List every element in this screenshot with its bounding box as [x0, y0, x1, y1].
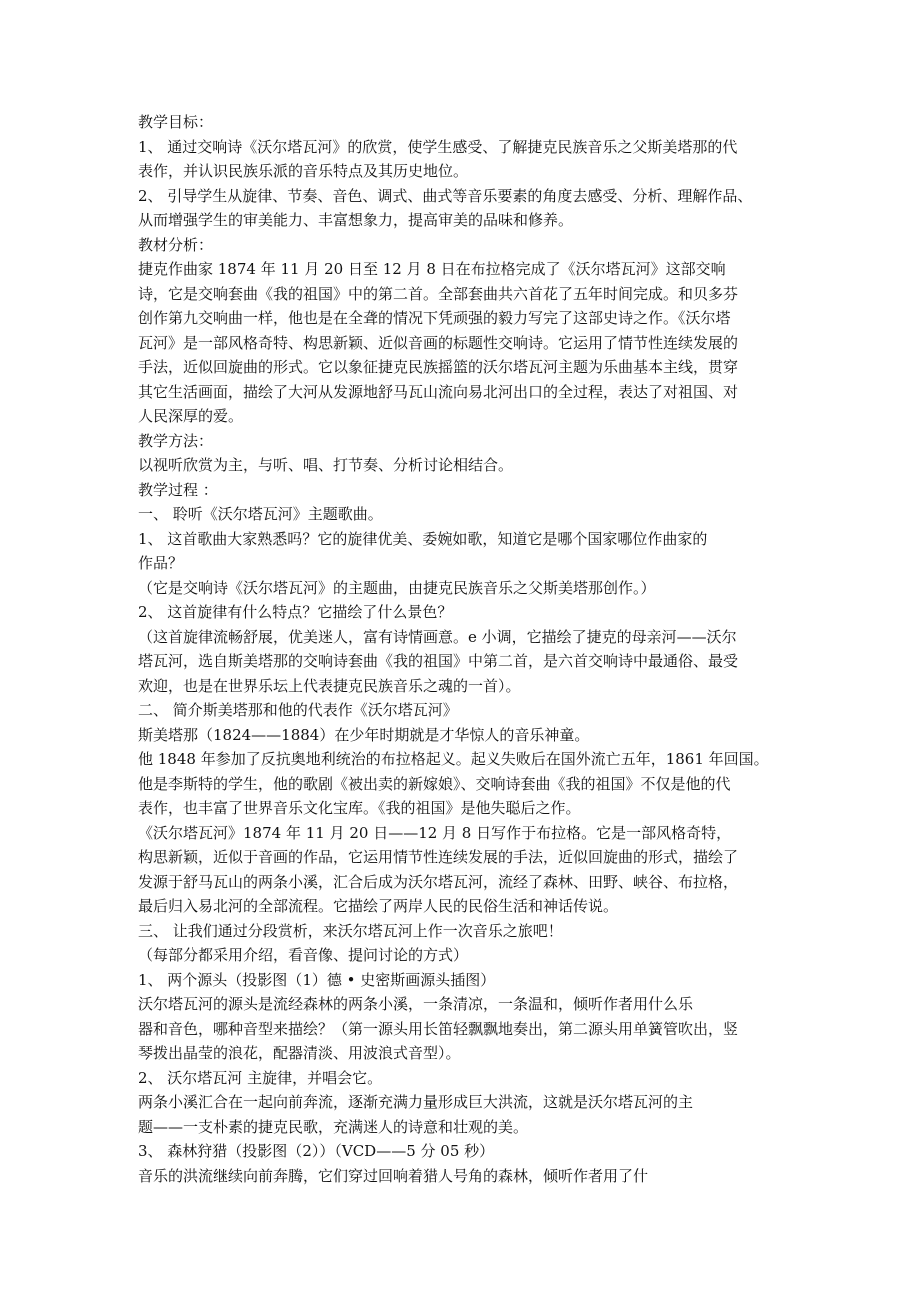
text-line: 3、 森林狩猎（投影图（2））（VCD——5 分 05 秒）: [138, 1142, 495, 1160]
text-line: 欢迎，也是在世界乐坛上代表捷克民族音乐之魂的一首）。: [138, 676, 521, 695]
text-line: 塔瓦河，选自斯美塔那的交响诗套曲《我的祖国》中第二首，是六首交响诗中最通俗、最受: [138, 652, 739, 670]
text-line: 教学过程 ：: [138, 480, 218, 499]
text-line: 教材分析：: [138, 235, 214, 254]
text-line: 沃尔塔瓦河的源头是流经森林的两条小溪，一条清凉，一条温和，倾听作者用什么乐: [138, 995, 694, 1013]
text-line: 瓦河》是一部风格奇特、构思新颖、近似音画的标题性交响诗。它运用了情节性连续发展的: [138, 333, 739, 352]
text-line: 2、 沃尔塔瓦河 主旋律，并唱会它。: [138, 1068, 383, 1087]
text-line: 教学方法：: [138, 431, 214, 450]
text-line: 表作，并认识民族乐派的音乐特点及其历史地位。: [138, 162, 469, 180]
text-line: 2、 这首旋律有什么特点？它描绘了什么景色？: [138, 603, 453, 621]
text-line: 1、 两个源头（投影图（1）德 • 史密斯画源头插图）: [138, 970, 496, 989]
text-line: 他 1848 年参加了反抗奥地利统治的布拉格起义。起义失败后在国外流亡五年，1861 年回国。: [138, 750, 769, 768]
text-line: 最后归入易北河的全部流程。它描绘了两岸人民的民俗生活和神话传说。: [138, 897, 619, 915]
text-line: 斯美塔那（1824——1884）在少年时期就是才华惊人的音乐神童。: [138, 725, 590, 744]
text-line: 构思新颖，近似于音画的作品，它运用情节性连续发展的手法，近似回旋曲的形式，描绘了: [138, 848, 739, 866]
text-line: 1、 这首歌曲大家熟悉吗？它的旋律优美、委婉如歌，知道它是哪个国家哪位作曲家的: [138, 529, 708, 548]
text-line: 琴拨出晶莹的浪花，配器清淡、用波浪式音型）。: [138, 1044, 461, 1062]
text-line: 他是李斯特的学生，他的歌剧《被出卖的新嫁娘》、交响诗套曲《我的祖国》不仅是他的代: [138, 774, 731, 793]
text-line: （这首旋律流畅舒展，优美迷人，富有诗情画意。e 小调，它描绘了捷克的母亲河——沃尔: [138, 627, 737, 646]
text-line: 创作第九交响曲一样，他也是在全聋的情况下凭顽强的毅力写完了这部史诗之作。《沃尔塔: [138, 309, 731, 327]
text-line: 表作，也丰富了世界音乐文化宝库。《我的祖国》是他失聪后之作。: [138, 799, 581, 817]
text-line: 其它生活画面，描绘了大河从发源地舒马瓦山流向易北河出口的全过程，表达了对祖国、对: [138, 382, 739, 401]
text-line: 音乐的洪流继续向前奔腾，它们穿过回响着猎人号角的森林，倾听作者用了什: [138, 1166, 649, 1185]
text-line: 人民深厚的爱。: [138, 407, 244, 425]
text-line: （每部分都采用介绍，看音像、提问讨论的方式）: [138, 946, 469, 964]
text-line: 两条小溪汇合在一起向前奔流，逐渐充满力量形成巨大洪流，这就是沃尔塔瓦河的主: [138, 1093, 694, 1111]
text-line: 器和音色，哪种音型来描绘？（第一源头用长笛轻飘飘地奏出，第二源头用单簧管吹出，竖: [138, 1019, 739, 1038]
text-line: 1、 通过交响诗《沃尔塔瓦河》的欣赏，使学生感受、了解捷克民族音乐之父斯美塔那的代: [138, 137, 738, 156]
text-line: （它是交响诗《沃尔塔瓦河》的主题曲，由捷克民族音乐之父斯美塔那创作。）: [138, 578, 656, 597]
document-body: [138, 110, 786, 1188]
text-line: 以视听欣赏为主，与听、唱、打节奏、分析讨论相结合。: [138, 456, 514, 474]
text-line: 发源于舒马瓦山的两条小溪，汇合后成为沃尔塔瓦河，流经了森林、田野、峡谷、布拉格，: [138, 872, 739, 891]
text-line: 教学目标：: [138, 113, 214, 131]
text-line: 三、 让我们通过分段赏析，来沃尔塔瓦河上作一次音乐之旅吧！: [138, 921, 563, 940]
text-line: 从而增强学生的审美能力、丰富想象力，提高审美的品味和修养。: [138, 211, 574, 229]
text-line: 题——一支朴素的捷克民歌，充满迷人的诗意和壮观的美。: [138, 1117, 529, 1136]
text-line: 手法，近似回旋曲的形式。它以象征捷克民族摇篮的沃尔塔瓦河主题为乐曲基本主线，贯穿: [138, 358, 739, 376]
text-line: 2、 引导学生从旋律、节奏、音色、调式、曲式等音乐要素的角度去感受、分析、理解作品、: [138, 186, 753, 205]
text-line: 作品？: [138, 554, 184, 572]
text-line: 二、 简介斯美塔那和他的代表作《沃尔塔瓦河》: [138, 701, 458, 719]
text-line: 《沃尔塔瓦河》1874 年 11 月 20 日——12 月 8 日写作于布拉格。它是一部风格奇特，: [138, 823, 732, 842]
text-line: 诗，它是交响套曲《我的祖国》中的第二首。全部套曲共六首花了五年时间完成。和贝多芬: [138, 284, 739, 303]
text-line: 捷克作曲家 1874 年 11 月 20 日至 12 月 8 日在布拉格完成了《沃尔塔瓦河》这部交响: [138, 260, 726, 278]
text-line: 一、 聆听《沃尔塔瓦河》主题歌曲。: [138, 505, 383, 523]
